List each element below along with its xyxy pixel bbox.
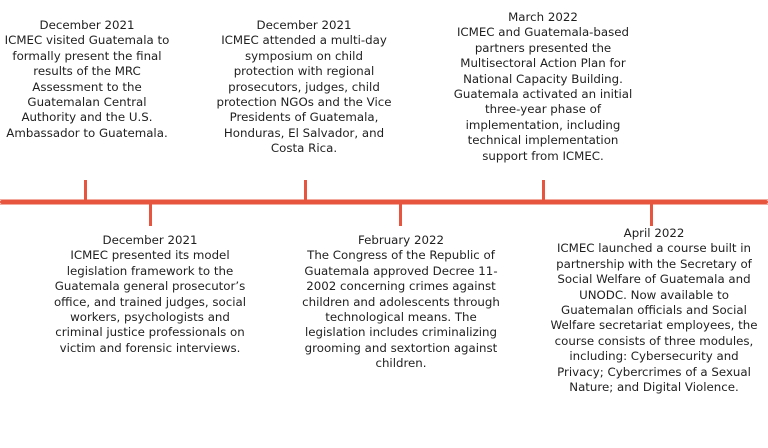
event-date: February 2022 [357,233,445,247]
event-description: ICMEC and Guatemala-based partners presented the Multisectoral Action Plan for National Capacity Building. Guatemala activated an initial three-year phase of implementation, including technical implementation support from ICMEC. [453,25,633,163]
timeline-event-4 [300,233,502,372]
timeline-event-1 [4,18,170,141]
event-description: The Congress of the Republic of Guatemala approved Decree 11-2002 concerning crimes against children and adolescents through technological means. The legislation includes criminalizing grooming and sextortion against children. [302,248,500,371]
timeline-tick-6 [650,202,653,226]
timeline-tick-3 [304,180,307,202]
event-description: ICMEC attended a multi-day symposium on child protection with regional prosecutors, judges, child protection NGOs and the Vice Presidents of Guatemala, Honduras, El Salvador, and Costa Rica. [216,33,392,156]
event-description: ICMEC launched a course built in partnership with the Secretary of Social Welfare of Guatemala and UNODC. Now available to Guatemalan officials and Social Welfare secretariat employees, the course consists of three modules, including: Cybersecurity and Privacy; Cybercrimes of a Sexual Nature; and Digital Violence. [550,241,758,395]
event-description: ICMEC visited Guatemala to formally present the final results of the MRC Assessment to the Guatemalan Central Authority and the U.S. Ambassador to Guatemala. [4,33,170,140]
timeline-tick-1 [84,180,87,202]
event-date: March 2022 [508,10,578,24]
timeline-tick-4 [399,202,402,226]
timeline-event-5 [450,10,636,164]
timeline-event-2 [52,233,248,356]
event-date: December 2021 [39,18,135,32]
timeline-event-3 [216,18,392,157]
event-date: December 2021 [102,233,198,247]
event-date: December 2021 [256,18,352,32]
timeline-event-6 [548,226,760,395]
timeline-tick-2 [149,202,152,226]
event-description: ICMEC presented its model legislation framework to the Guatemala general prosecutor’s office, and trained judges, social workers, psychologists and criminal justice professionals on victim and forensic interviews. [53,248,247,355]
timeline-tick-5 [542,180,545,202]
event-date: April 2022 [623,226,685,240]
